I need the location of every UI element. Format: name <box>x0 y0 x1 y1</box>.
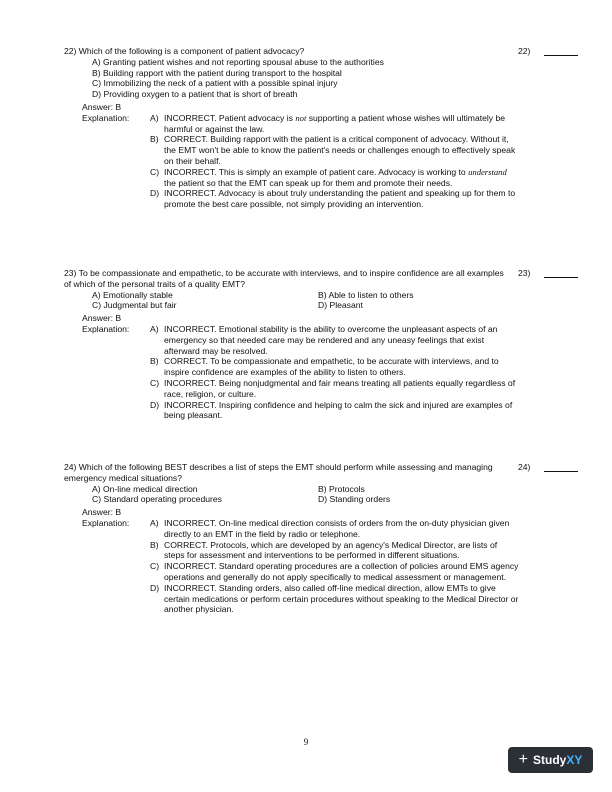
explanation-text: INCORRECT. Patient advocacy is <box>164 112 296 123</box>
explanation-item <box>150 134 520 166</box>
explanation-item <box>150 113 520 135</box>
explanation-letter: A) <box>150 323 159 334</box>
explanation-text: the patient so that the EMT can speak up for them and promote their needs. <box>164 177 453 188</box>
explanation-text: INCORRECT. This is simply an example of patient care. Advocacy is working to <box>164 166 469 177</box>
explanation-text: INCORRECT. Advocacy is about truly understanding the patient and speaking up for them to promote the best care possible, not simply providing an intervention. <box>164 188 516 210</box>
option: D) Pleasant <box>318 300 363 311</box>
explanation-block <box>82 518 612 615</box>
answer-number: 22) <box>518 46 531 56</box>
options-list <box>92 57 612 100</box>
studyxy-badge[interactable] <box>508 747 593 773</box>
option: D) Providing oxygen to a patient that is short of breath <box>92 89 298 100</box>
option: C) Judgmental but fair <box>92 300 177 311</box>
explanation-item <box>150 518 520 540</box>
answer-number: 23) <box>518 268 531 278</box>
option: A) On-line medical direction <box>92 483 198 494</box>
question-24 <box>64 462 612 615</box>
explanation-item <box>150 540 520 562</box>
explanation-label: Explanation: <box>82 517 130 528</box>
emphasis-text: understand <box>468 166 507 177</box>
explanation-block <box>82 113 612 210</box>
explanation-text: INCORRECT. On-line medical direction consists of orders from the on-duty physician given directly to an EMT in the field by radio or telephone. <box>164 517 510 539</box>
explanation-letter: A) <box>150 112 159 123</box>
explanation-letter: C) <box>150 166 160 177</box>
explanation-letter: B) <box>150 356 159 367</box>
explanation-item <box>150 561 520 583</box>
explanation-text: INCORRECT. Being nonjudgmental and fair means treating all patients equally regardless of race, religion, or culture. <box>164 377 516 399</box>
answer-key: Answer: B <box>82 507 122 518</box>
question-stem: 23) To be compassionate and empathetic, to be accurate with interviews, and to inspire confidence are all examples of which of the personal traits of a quality EMT? <box>64 268 504 289</box>
explanation-item <box>150 167 520 189</box>
emphasis-text: not <box>295 112 307 123</box>
page-number: 9 <box>303 737 309 747</box>
explanation-item <box>150 188 520 210</box>
brand-xy: XY <box>566 752 583 767</box>
explanation-letter: B) <box>150 134 159 145</box>
explanation-letter: D) <box>150 582 160 593</box>
explanation-item <box>150 356 520 378</box>
option: B) Protocols <box>318 483 365 494</box>
answer-number: 24) <box>518 462 531 472</box>
brand-study: Study <box>532 752 567 767</box>
explanation-block <box>82 324 612 421</box>
explanation-item <box>150 400 520 422</box>
options-grid <box>92 290 612 312</box>
explanation-text: INCORRECT. Standing orders, also called off-line medical direction, allow EMTs to give certain medications or perform certain procedures without speaking to the Medical Director or another physician. <box>164 582 519 615</box>
explanation-item <box>150 378 520 400</box>
explanation-letter: C) <box>150 377 160 388</box>
option: A) Granting patient wishes and not reporting spousal abuse to the authorities <box>92 56 384 67</box>
explanation-letter: B) <box>150 539 159 550</box>
explanation-label: Explanation: <box>82 323 130 334</box>
explanation-text: CORRECT. Protocols, which are developed by an agency's Medical Director, are lists of steps for assessment and interventions to be performed in different situations. <box>164 539 498 561</box>
option: C) Immobilizing the neck of a patient with a possible spinal injury <box>92 78 338 89</box>
answer-blank[interactable] <box>544 46 578 56</box>
option: B) Building rapport with the patient during transport to the hospital <box>92 67 342 78</box>
question-22 <box>64 46 612 210</box>
option: C) Standard operating procedures <box>92 494 222 505</box>
option: B) Able to listen to others <box>318 289 414 300</box>
explanation-letter: C) <box>150 561 160 572</box>
explanation-text: CORRECT. To be compassionate and empathetic, to be accurate with interviews, and to inspire confidence are examples of the ability to listen to others. <box>164 356 499 378</box>
explanation-text: supporting a patient whose wishes will ultimately be harmful or against the law. <box>164 112 506 134</box>
options-grid <box>92 484 612 506</box>
answer-key: Answer: B <box>82 313 122 324</box>
question-stem: 24) Which of the following BEST describes a list of steps the EMT should perform while assessing and managing emergency medical situations? <box>64 462 493 483</box>
answer-key: Answer: B <box>82 101 122 112</box>
explanation-text: INCORRECT. Standard operating procedures are a collection of policies around EMS agency operations and generally do not apply specifically to medical assessment or management. <box>164 561 519 582</box>
option: A) Emotionally stable <box>92 289 173 300</box>
explanation-label: Explanation: <box>82 112 130 123</box>
option: D) Standing orders <box>318 494 391 505</box>
explanation-letter: A) <box>150 517 159 528</box>
explanation-text: INCORRECT. Inspiring confidence and helping to calm the sick and injured are examples of being pleasant. <box>164 399 513 421</box>
question-stem: 22) Which of the following is a component of patient advocacy? <box>64 46 305 56</box>
explanation-text: CORRECT. Building rapport with the patient is a critical component of advocacy. Without it, the EMT won't be able to know the patient's needs or challenges enough to effectively speak on their behalf. <box>164 134 516 166</box>
plus-icon: + <box>518 750 528 768</box>
answer-blank[interactable] <box>544 268 578 278</box>
explanation-item <box>150 583 520 615</box>
explanation-text: INCORRECT. Emotional stability is the ability to overcome the unpleasant aspects of an emergency so that needed care may be rendered and any uneasy feelings that exist afterward may be resolved. <box>164 323 498 356</box>
answer-blank[interactable] <box>544 462 578 472</box>
question-23 <box>64 268 612 421</box>
explanation-letter: D) <box>150 399 160 410</box>
explanation-letter: D) <box>150 188 160 199</box>
explanation-item <box>150 324 520 356</box>
